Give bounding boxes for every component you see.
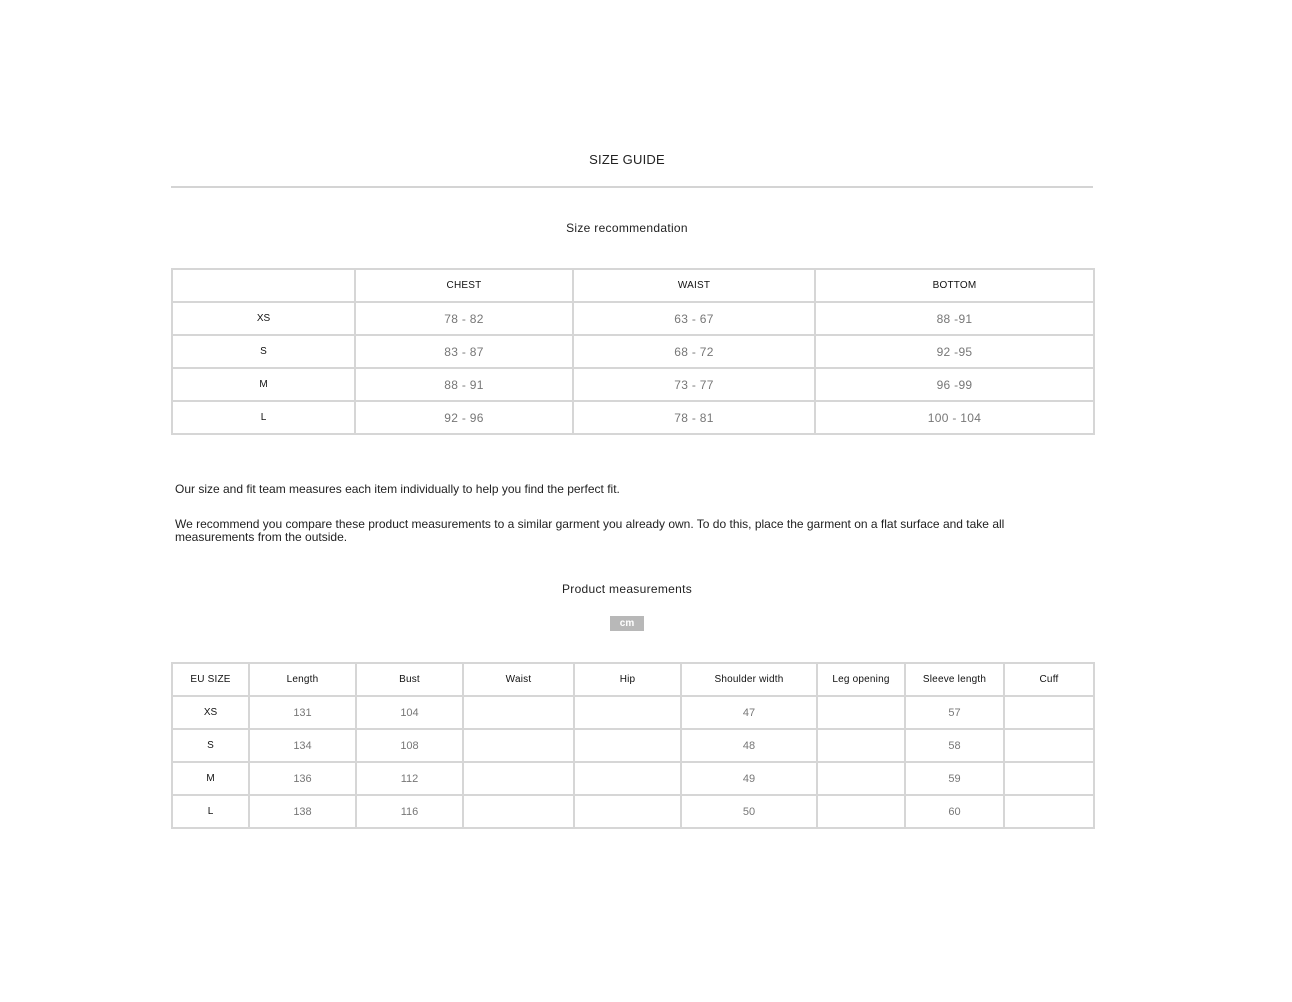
length-cell: 134 <box>249 729 356 762</box>
waist-cell: 73 - 77 <box>573 368 815 401</box>
bottom-cell: 92 -95 <box>815 335 1094 368</box>
leg-opening-cell <box>817 729 905 762</box>
shoulder-width-cell: 50 <box>681 795 817 828</box>
table-row <box>172 368 1094 401</box>
shoulder-width-cell: 48 <box>681 729 817 762</box>
table-header-row <box>172 269 1094 302</box>
waist-cell: 68 - 72 <box>573 335 815 368</box>
chest-cell: 88 - 91 <box>355 368 573 401</box>
column-header-chest: CHEST <box>355 269 573 302</box>
bust-cell: 112 <box>356 762 463 795</box>
eu-size-cell: S <box>172 729 249 762</box>
waist-cell: 63 - 67 <box>573 302 815 335</box>
column-header-eu-size: EU SIZE <box>172 663 249 696</box>
column-header-hip: Hip <box>574 663 681 696</box>
title-divider <box>171 186 1093 188</box>
table-row <box>172 335 1094 368</box>
eu-size-cell: M <box>172 762 249 795</box>
hip-cell <box>574 762 681 795</box>
bust-cell: 108 <box>356 729 463 762</box>
shoulder-width-cell: 47 <box>681 696 817 729</box>
column-header-leg-opening: Leg opening <box>817 663 905 696</box>
size-cell: M <box>172 368 355 401</box>
eu-size-cell: XS <box>172 696 249 729</box>
table-row <box>172 762 1094 795</box>
hip-cell <box>574 696 681 729</box>
comparison-paragraph: We recommend you compare these product measurements to a similar garment you already own. To do this, place the garment on a flat surface and take all measurements from the outside. <box>175 517 1005 544</box>
fit-team-paragraph: Our size and fit team measures each item individually to help you find the perfect fit. <box>175 482 620 496</box>
table-row <box>172 401 1094 434</box>
hip-cell <box>574 795 681 828</box>
bottom-cell: 100 - 104 <box>815 401 1094 434</box>
sleeve-length-cell: 60 <box>905 795 1004 828</box>
column-header-bust: Bust <box>356 663 463 696</box>
waist-cell <box>463 795 574 828</box>
eu-size-cell: L <box>172 795 249 828</box>
table-row <box>172 729 1094 762</box>
chest-cell: 92 - 96 <box>355 401 573 434</box>
size-cell: L <box>172 401 355 434</box>
leg-opening-cell <box>817 762 905 795</box>
column-header-waist: Waist <box>463 663 574 696</box>
chest-cell: 83 - 87 <box>355 335 573 368</box>
table-row <box>172 302 1094 335</box>
page-title: SIZE GUIDE <box>589 152 665 167</box>
cuff-cell <box>1004 729 1094 762</box>
column-header-sleeve-length: Sleeve length <box>905 663 1004 696</box>
bust-cell: 104 <box>356 696 463 729</box>
table-header-row <box>172 663 1094 696</box>
table-row <box>172 696 1094 729</box>
chest-cell: 78 - 82 <box>355 302 573 335</box>
sleeve-length-cell: 59 <box>905 762 1004 795</box>
waist-cell: 78 - 81 <box>573 401 815 434</box>
column-header-shoulder-width: Shoulder width <box>681 663 817 696</box>
hip-cell <box>574 729 681 762</box>
cuff-cell <box>1004 762 1094 795</box>
product-measurements-title: Product measurements <box>561 582 693 596</box>
waist-cell <box>463 696 574 729</box>
column-header-bottom: BOTTOM <box>815 269 1094 302</box>
sleeve-length-cell: 57 <box>905 696 1004 729</box>
waist-cell <box>463 762 574 795</box>
length-cell: 138 <box>249 795 356 828</box>
cuff-cell <box>1004 795 1094 828</box>
waist-cell <box>463 729 574 762</box>
unit-toggle-cm[interactable]: cm <box>610 616 644 631</box>
size-cell: XS <box>172 302 355 335</box>
column-header-waist: WAIST <box>573 269 815 302</box>
cuff-cell <box>1004 696 1094 729</box>
column-header-cuff: Cuff <box>1004 663 1094 696</box>
size-recommendation-table <box>171 268 1095 435</box>
bottom-cell: 96 -99 <box>815 368 1094 401</box>
bust-cell: 116 <box>356 795 463 828</box>
column-header-size <box>172 269 355 302</box>
size-recommendation-title: Size recommendation <box>566 221 688 235</box>
length-cell: 136 <box>249 762 356 795</box>
product-measurements-table <box>171 662 1095 829</box>
sleeve-length-cell: 58 <box>905 729 1004 762</box>
column-header-length: Length <box>249 663 356 696</box>
leg-opening-cell <box>817 696 905 729</box>
table-row <box>172 795 1094 828</box>
shoulder-width-cell: 49 <box>681 762 817 795</box>
bottom-cell: 88 -91 <box>815 302 1094 335</box>
length-cell: 131 <box>249 696 356 729</box>
size-cell: S <box>172 335 355 368</box>
leg-opening-cell <box>817 795 905 828</box>
